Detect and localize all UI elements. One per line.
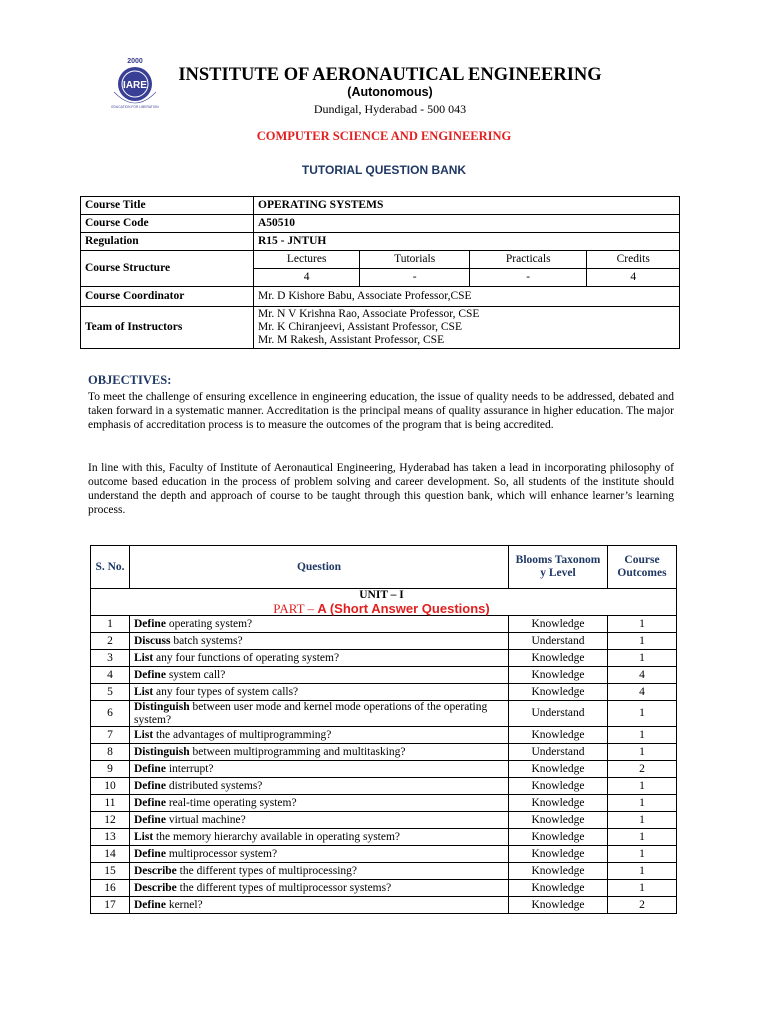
blooms-level: Knowledge bbox=[509, 846, 608, 863]
part-suffix: A (Short Answer Questions) bbox=[317, 601, 490, 616]
question-number: 7 bbox=[91, 727, 130, 744]
course-outcome: 1 bbox=[608, 880, 677, 897]
table-row bbox=[91, 701, 677, 727]
structure-header-credits: Credits bbox=[587, 251, 680, 269]
question-body: the different types of multiprocessor systems? bbox=[176, 881, 392, 894]
question-body: virtual machine? bbox=[165, 813, 246, 826]
table-row bbox=[91, 667, 677, 684]
question-number: 14 bbox=[91, 846, 130, 863]
course-outcome: 1 bbox=[608, 616, 677, 633]
course-code-label: Course Code bbox=[81, 215, 254, 233]
question-number: 16 bbox=[91, 880, 130, 897]
blooms-level: Knowledge bbox=[509, 795, 608, 812]
blooms-level: Understand bbox=[509, 633, 608, 650]
table-row bbox=[91, 863, 677, 880]
question-verb: Define bbox=[134, 898, 166, 911]
col-sno-header: S. No. bbox=[91, 546, 130, 589]
question-verb: List bbox=[134, 685, 154, 698]
blooms-level: Knowledge bbox=[509, 650, 608, 667]
regulation-label: Regulation bbox=[81, 233, 254, 251]
question-body: system call? bbox=[165, 668, 226, 681]
blooms-level: Knowledge bbox=[509, 812, 608, 829]
col-outcomes-header: Course Outcomes bbox=[608, 546, 677, 589]
blooms-level: Understand bbox=[509, 701, 608, 727]
question-text bbox=[130, 795, 509, 812]
question-text bbox=[130, 761, 509, 778]
part-prefix: PART – bbox=[273, 601, 318, 616]
question-verb: List bbox=[134, 651, 154, 664]
table-row bbox=[91, 778, 677, 795]
course-outcome: 1 bbox=[608, 795, 677, 812]
objectives-paragraph: In line with this, Faculty of Institute of Aeronautical Engineering, Hyderabad has taken a lead in incorporating philosophy of outcome based education in the process of problem solving and career development. So, all students of the institute should understand the depth and approach of course to be taught through this question bank, which will enhance learner’s learning process. bbox=[88, 462, 674, 516]
question-number: 4 bbox=[91, 667, 130, 684]
question-verb: Distinguish bbox=[134, 745, 190, 758]
question-number: 15 bbox=[91, 863, 130, 880]
objectives-heading: OBJECTIVES: bbox=[88, 373, 172, 387]
course-title-value: OPERATING SYSTEMS bbox=[254, 197, 680, 215]
instructor-name: Mr. K Chiranjeevi, Assistant Professor, CSE bbox=[258, 321, 462, 333]
question-text bbox=[130, 880, 509, 897]
institute-name: INSTITUTE OF AERONAUTICAL ENGINEERING bbox=[178, 65, 602, 85]
question-number: 5 bbox=[91, 684, 130, 701]
question-body: kernel? bbox=[165, 898, 203, 911]
question-text bbox=[130, 812, 509, 829]
unit-title: UNIT – I bbox=[359, 589, 404, 601]
logo-year: 2000 bbox=[127, 58, 143, 65]
course-outcome: 1 bbox=[608, 778, 677, 795]
question-verb: Describe bbox=[134, 864, 177, 877]
structure-header-lectures: Lectures bbox=[254, 251, 360, 269]
table-row bbox=[91, 761, 677, 778]
question-verb: Define bbox=[134, 668, 166, 681]
blooms-level: Knowledge bbox=[509, 863, 608, 880]
logo-abbr: IARE bbox=[123, 80, 147, 91]
course-outcome: 1 bbox=[608, 829, 677, 846]
question-verb: Define bbox=[134, 796, 166, 809]
question-rows bbox=[91, 616, 677, 914]
question-body: the different types of multiprocessing? bbox=[176, 864, 358, 877]
question-text bbox=[130, 701, 509, 727]
blooms-level: Knowledge bbox=[509, 684, 608, 701]
course-info-table bbox=[80, 196, 680, 349]
question-table bbox=[90, 545, 677, 914]
question-body: the advantages of multiprogramming? bbox=[153, 728, 332, 741]
instructor-name: Mr. N V Krishna Rao, Associate Professor, CSE bbox=[258, 308, 480, 320]
question-text bbox=[130, 897, 509, 914]
course-outcome: 2 bbox=[608, 897, 677, 914]
table-row bbox=[91, 684, 677, 701]
structure-value-lectures: 4 bbox=[254, 269, 360, 287]
blooms-level: Knowledge bbox=[509, 667, 608, 684]
question-body: batch systems? bbox=[170, 634, 243, 647]
question-body: operating system? bbox=[165, 617, 253, 630]
course-outcome: 2 bbox=[608, 761, 677, 778]
table-row bbox=[91, 633, 677, 650]
question-verb: Distinguish bbox=[134, 701, 190, 713]
question-text bbox=[130, 727, 509, 744]
question-text bbox=[130, 667, 509, 684]
question-body: distributed systems? bbox=[165, 779, 263, 792]
coordinator-label: Course Coordinator bbox=[81, 287, 254, 307]
course-outcome: 1 bbox=[608, 650, 677, 667]
question-number: 6 bbox=[91, 701, 130, 727]
table-row bbox=[91, 846, 677, 863]
question-verb: Define bbox=[134, 847, 166, 860]
course-outcome: 1 bbox=[608, 633, 677, 650]
question-verb: Define bbox=[134, 617, 166, 630]
course-code-value: A50510 bbox=[254, 215, 680, 233]
question-text bbox=[130, 863, 509, 880]
course-outcome: 1 bbox=[608, 744, 677, 761]
objectives-paragraph: To meet the challenge of ensuring excellence in engineering education, the issue of quality needs to be addressed, debated and taken forward in a systematic manner. Accreditation is the principal means of quality assurance in higher education. The major emphasis of accreditation process is to measure the outcomes of the program that is being accredited. bbox=[88, 391, 674, 431]
question-text bbox=[130, 846, 509, 863]
question-verb: List bbox=[134, 830, 154, 843]
question-verb: List bbox=[134, 728, 154, 741]
coordinator-value: Mr. D Kishore Babu, Associate Professor,CSE bbox=[254, 287, 680, 307]
question-verb: Discuss bbox=[134, 634, 171, 647]
course-title-label: Course Title bbox=[81, 197, 254, 215]
blooms-level: Knowledge bbox=[509, 829, 608, 846]
blooms-level: Knowledge bbox=[509, 897, 608, 914]
blooms-level: Knowledge bbox=[509, 761, 608, 778]
question-text bbox=[130, 684, 509, 701]
instructor-name: Mr. M Rakesh, Assistant Professor, CSE bbox=[258, 334, 445, 346]
question-number: 2 bbox=[91, 633, 130, 650]
question-text bbox=[130, 744, 509, 761]
structure-header-practicals: Practicals bbox=[469, 251, 586, 269]
table-row bbox=[91, 829, 677, 846]
question-verb: Define bbox=[134, 779, 166, 792]
blooms-level: Knowledge bbox=[509, 616, 608, 633]
logo-motto: EDUCATION FOR LIBERATION bbox=[111, 105, 159, 109]
question-number: 10 bbox=[91, 778, 130, 795]
course-outcome: 1 bbox=[608, 727, 677, 744]
question-number: 3 bbox=[91, 650, 130, 667]
question-text bbox=[130, 633, 509, 650]
question-number: 9 bbox=[91, 761, 130, 778]
instructors-label: Team of Instructors bbox=[81, 307, 254, 349]
question-text bbox=[130, 829, 509, 846]
question-number: 8 bbox=[91, 744, 130, 761]
question-number: 1 bbox=[91, 616, 130, 633]
blooms-level: Knowledge bbox=[509, 778, 608, 795]
question-text bbox=[130, 616, 509, 633]
structure-value-practicals: - bbox=[469, 269, 586, 287]
course-outcome: 1 bbox=[608, 701, 677, 727]
question-body: multiprocessor system? bbox=[165, 847, 278, 860]
col-blooms-header: Blooms Taxonom y Level bbox=[509, 546, 608, 589]
structure-header-tutorials: Tutorials bbox=[360, 251, 470, 269]
department-title: COMPUTER SCIENCE AND ENGINEERING bbox=[256, 129, 512, 143]
question-number: 12 bbox=[91, 812, 130, 829]
question-verb: Describe bbox=[134, 881, 177, 894]
course-outcome: 1 bbox=[608, 863, 677, 880]
blooms-level: Knowledge bbox=[509, 880, 608, 897]
table-row bbox=[91, 650, 677, 667]
blooms-level: Understand bbox=[509, 744, 608, 761]
table-row bbox=[91, 897, 677, 914]
table-row bbox=[91, 880, 677, 897]
col-question-header: Question bbox=[130, 546, 509, 589]
question-verb: Define bbox=[134, 813, 166, 826]
question-body: the memory hierarchy available in operating system? bbox=[153, 830, 401, 843]
question-number: 13 bbox=[91, 829, 130, 846]
course-outcome: 4 bbox=[608, 667, 677, 684]
blooms-level: Knowledge bbox=[509, 727, 608, 744]
course-outcome: 1 bbox=[608, 846, 677, 863]
course-outcome: 1 bbox=[608, 812, 677, 829]
question-text bbox=[130, 650, 509, 667]
institute-address: Dundigal, Hyderabad - 500 043 bbox=[313, 102, 467, 116]
document-title: TUTORIAL QUESTION BANK bbox=[301, 163, 467, 177]
part-title bbox=[91, 602, 672, 615]
instructors-list bbox=[254, 307, 680, 349]
question-verb: Define bbox=[134, 762, 166, 775]
question-body: any four types of system calls? bbox=[153, 685, 299, 698]
regulation-value: R15 - JNTUH bbox=[254, 233, 680, 251]
question-body: interrupt? bbox=[165, 762, 214, 775]
question-body: between multiprogramming and multitasking? bbox=[189, 745, 406, 758]
table-row bbox=[91, 616, 677, 633]
course-outcome: 4 bbox=[608, 684, 677, 701]
autonomous-label: (Autonomous) bbox=[347, 85, 433, 99]
structure-value-tutorials: - bbox=[360, 269, 470, 287]
table-row bbox=[91, 727, 677, 744]
unit-heading bbox=[91, 589, 677, 616]
structure-value-credits: 4 bbox=[587, 269, 680, 287]
question-body: any four functions of operating system? bbox=[153, 651, 340, 664]
question-number: 11 bbox=[91, 795, 130, 812]
table-row bbox=[91, 812, 677, 829]
course-structure-label: Course Structure bbox=[81, 251, 254, 287]
question-number: 17 bbox=[91, 897, 130, 914]
table-row bbox=[91, 744, 677, 761]
table-row bbox=[91, 795, 677, 812]
question-body: between user mode and kernel mode operations of the operating system? bbox=[134, 701, 488, 726]
question-body: real-time operating system? bbox=[165, 796, 297, 809]
question-text bbox=[130, 778, 509, 795]
